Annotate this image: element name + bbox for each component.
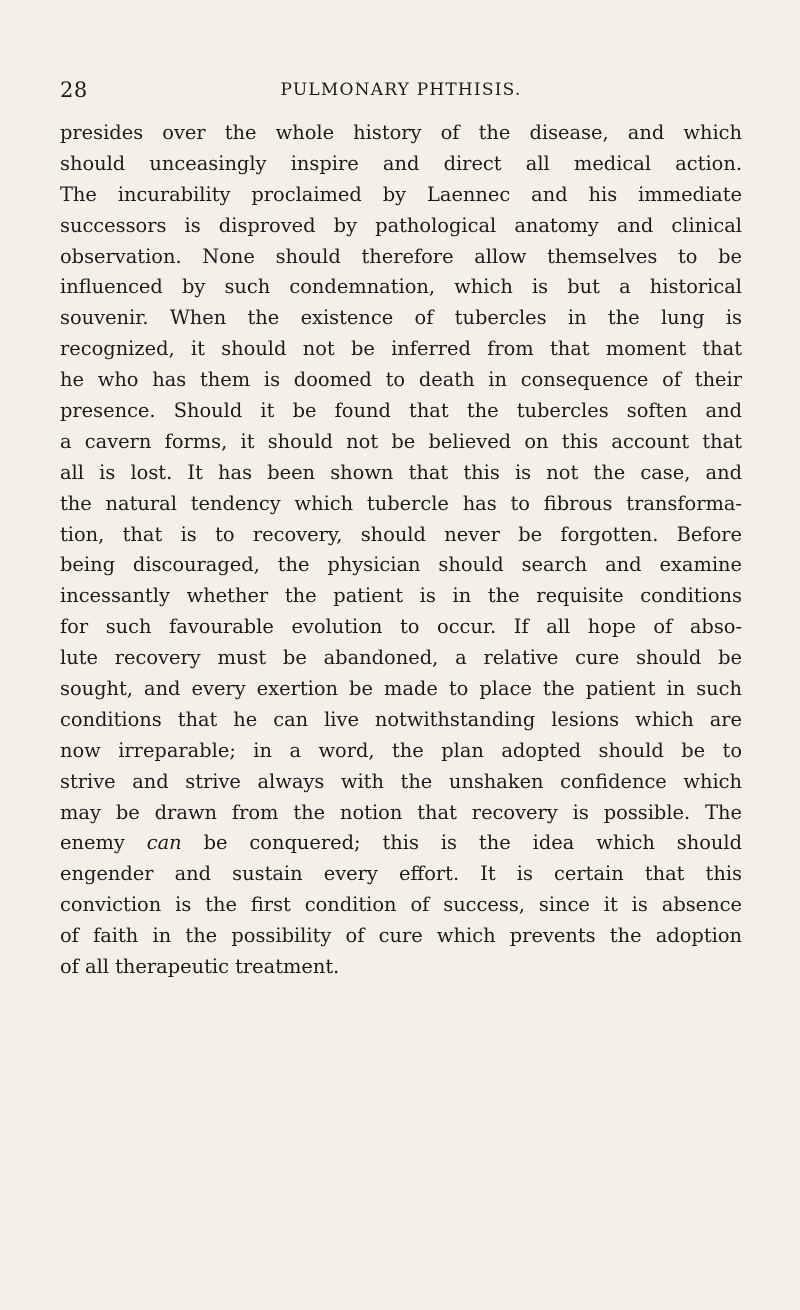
text-line: a cavern forms, it should not be believed on this account that: [60, 429, 742, 453]
text-line: now irreparable; in a word, the plan adopted should be to: [60, 738, 742, 762]
text-line: presence. Should it be found that the tubercles soften and: [60, 399, 742, 423]
text-line: influenced by such condemnation, which is but a historical: [60, 275, 742, 299]
page-number: 28: [60, 78, 88, 102]
text-line: incessantly whether the patient is in the requisite conditions: [60, 584, 742, 608]
text-line: all is lost. It has been shown that this is not the case, and: [60, 460, 742, 484]
text-line: tion, that is to recovery, should never be forgotten. Before: [60, 522, 742, 546]
text-line: the natural tendency which tubercle has to fibrous transforma-: [60, 491, 742, 515]
text-line-final: of all therapeutic treatment.: [60, 955, 340, 979]
text-line: conviction is the first condition of success, since it is absence: [60, 893, 742, 917]
text-line: for such favourable evolution to occur. If all hope of abso-: [60, 615, 742, 639]
text-line: engender and sustain every effort. It is certain that this: [60, 862, 742, 886]
text-line: conditions that he can live notwithstanding lesions which are: [60, 707, 742, 731]
text-line: of faith in the possibility of cure which prevents the adoption: [60, 924, 742, 948]
line-prefix: enemy: [60, 831, 125, 855]
text-line: observation. None should therefore allow themselves to be: [60, 244, 742, 268]
line-suffix: be conquered; this is the idea which should: [203, 831, 743, 855]
running-title: PULMONARY PHTHISIS.: [280, 80, 522, 100]
page-header: [60, 78, 742, 108]
text-line: strive and strive always with the unshaken confidence which: [60, 769, 742, 793]
text-line: The incurability proclaimed by Laennec and his immediate: [60, 182, 742, 206]
emphasized-word: can: [146, 831, 182, 855]
text-line: successors is disproved by pathological anatomy and clinical: [60, 213, 742, 237]
text-line: sought, and every exertion be made to place the patient in such: [60, 677, 742, 701]
text-line: should unceasingly inspire and direct all medical action.: [60, 151, 742, 175]
text-line: recognized, it should not be inferred from that moment that: [60, 337, 742, 361]
text-line: souvenir. When the existence of tubercles in the lung is: [60, 306, 742, 330]
text-line: presides over the whole history of the disease, and which: [60, 121, 742, 144]
body-paragraph: [60, 118, 742, 983]
text-line-emphasis: [60, 828, 742, 859]
text-line: may be drawn from the notion that recovery is possible. The: [60, 800, 742, 824]
text-line: lute recovery must be abandoned, a relative cure should be: [60, 646, 742, 670]
text-line: being discouraged, the physician should search and examine: [60, 553, 742, 577]
text-line: he who has them is doomed to death in consequence of their: [60, 368, 742, 392]
